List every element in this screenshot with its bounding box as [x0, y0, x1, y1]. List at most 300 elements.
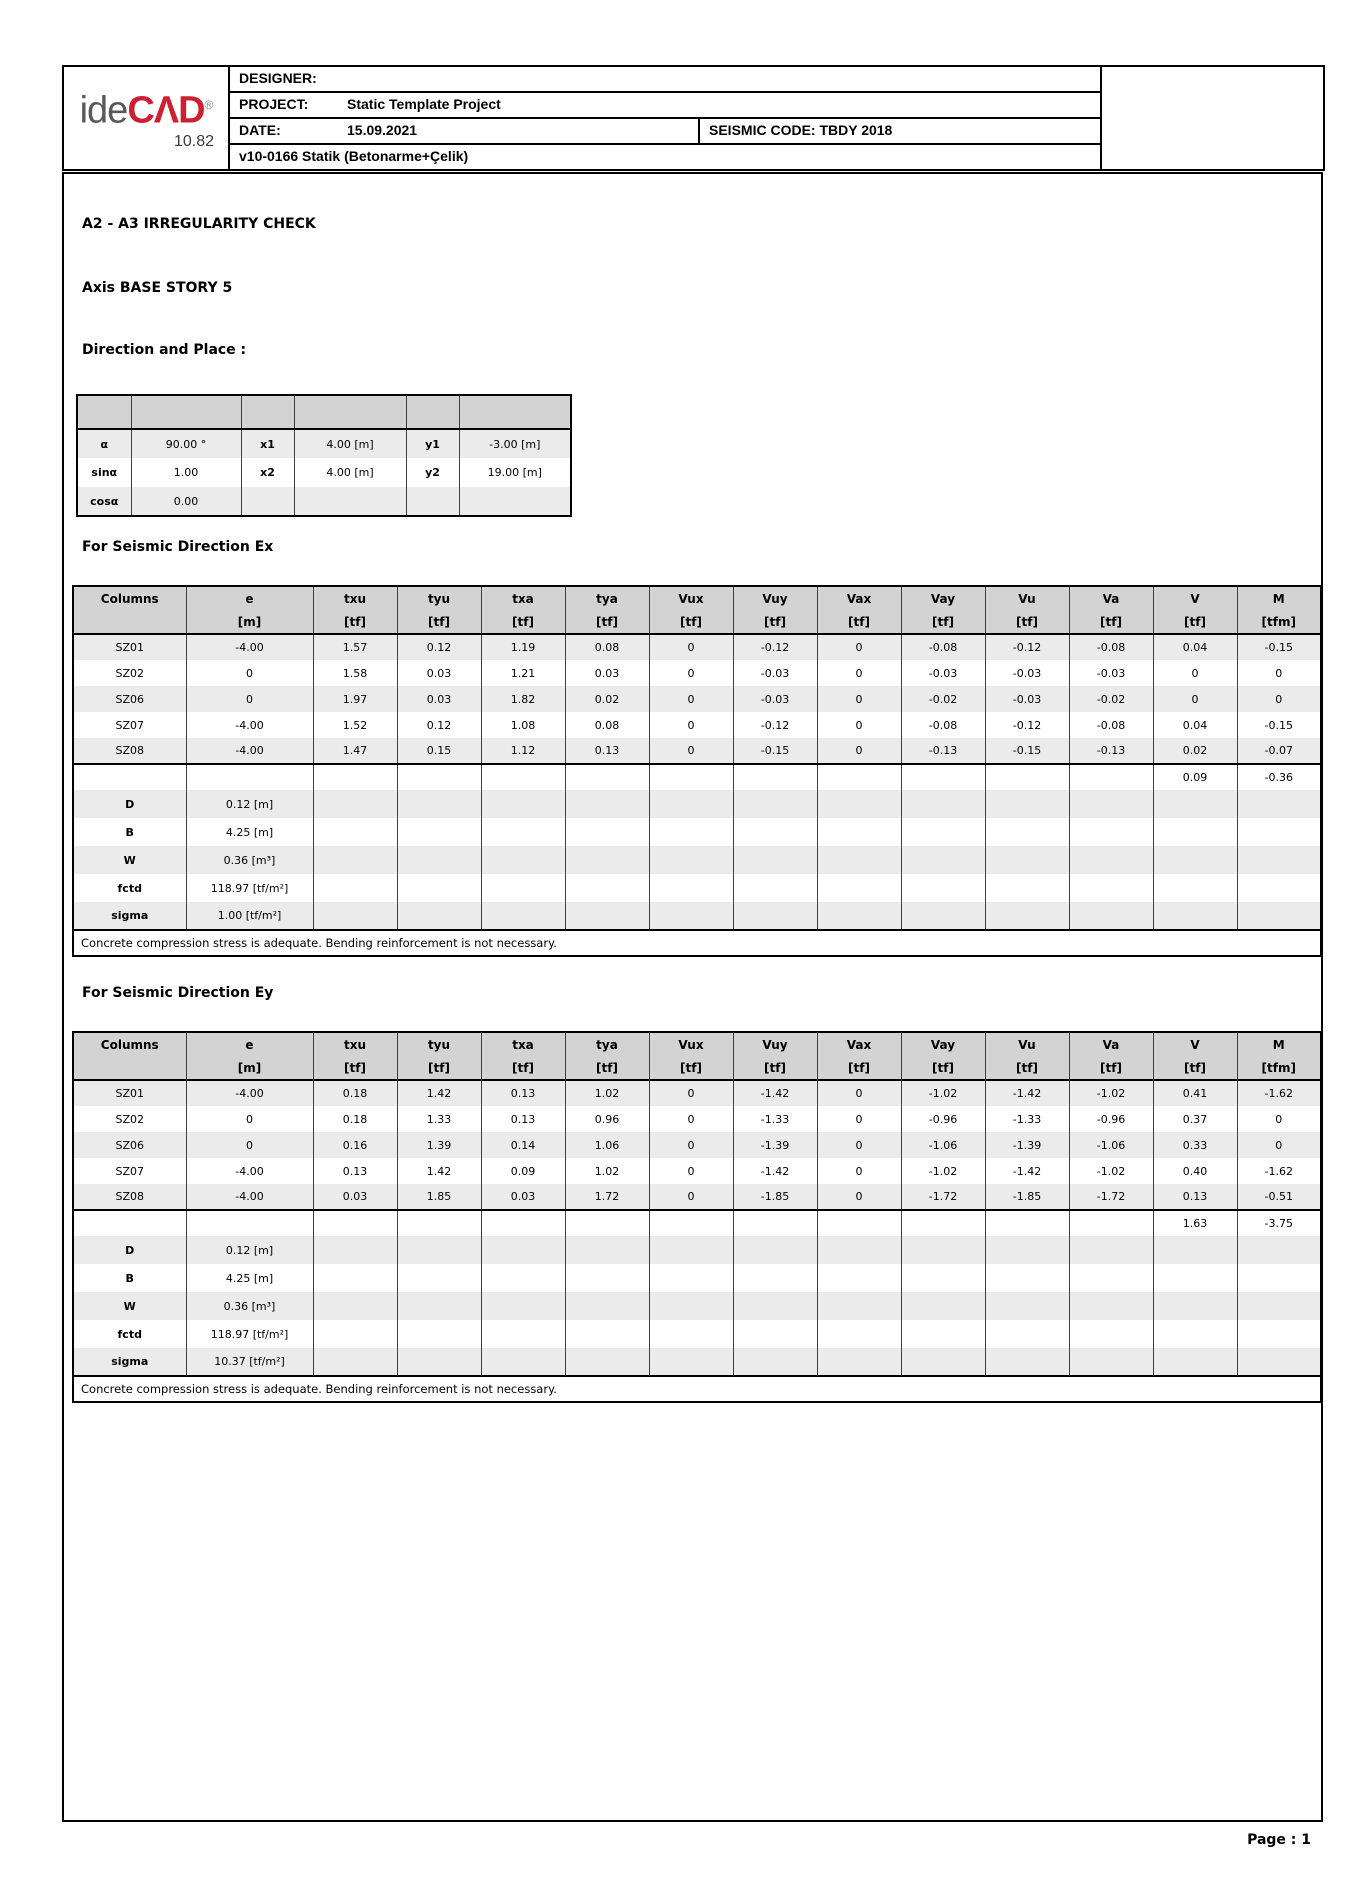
empty-cell: [481, 1292, 565, 1320]
column-id: SZ07: [73, 1158, 186, 1184]
value-cell: 0.96: [565, 1106, 649, 1132]
table-row: [73, 634, 1321, 660]
value-cell: -1.42: [733, 1080, 817, 1106]
empty-cell: [649, 1348, 733, 1376]
value-cell: 0: [649, 712, 733, 738]
value-cell: -1.39: [985, 1132, 1069, 1158]
value-cell: 0.12: [397, 712, 481, 738]
column-id: SZ02: [73, 660, 186, 686]
seismic-code-cell: [699, 118, 1101, 144]
empty-cell: [649, 1320, 733, 1348]
value-cell: 0: [649, 686, 733, 712]
value-cell: -1.06: [901, 1132, 985, 1158]
value-cell: 0.03: [397, 686, 481, 712]
value-cell: -0.15: [985, 738, 1069, 764]
value-cell: 0: [649, 634, 733, 660]
value-cell: -0.96: [901, 1106, 985, 1132]
idecad-logo: [64, 85, 228, 131]
empty-cell: [313, 1292, 397, 1320]
empty-cell: [565, 764, 649, 790]
unit-header: [tfm]: [1237, 610, 1321, 634]
empty-cell: [901, 1348, 985, 1376]
column-id: SZ08: [73, 1184, 186, 1210]
value-cell: 0: [1237, 1132, 1321, 1158]
empty-cell: [397, 1264, 481, 1292]
unit-header: [tf]: [565, 1056, 649, 1080]
empty-cell: [1237, 1320, 1321, 1348]
note-row: [73, 1376, 1321, 1402]
value-cell: -0.07: [1237, 738, 1321, 764]
empty-cell: [817, 1236, 901, 1264]
empty-cell: [733, 1236, 817, 1264]
empty-cell: [649, 1236, 733, 1264]
value-cell: 0: [186, 686, 313, 712]
direction-header-cell: [77, 395, 131, 429]
column-header: e: [186, 586, 313, 610]
empty-cell: [1237, 1292, 1321, 1320]
empty-cell: [1153, 1264, 1237, 1292]
empty-cell: [313, 1236, 397, 1264]
table-row: [73, 738, 1321, 764]
summary-value: 118.97 [tf/m²]: [186, 1320, 313, 1348]
value-cell: 0: [649, 1080, 733, 1106]
empty-cell: [481, 1236, 565, 1264]
value-cell: -1.85: [733, 1184, 817, 1210]
empty-cell: [985, 1236, 1069, 1264]
unit-header: [tf]: [1153, 1056, 1237, 1080]
value-cell: 0.18: [313, 1106, 397, 1132]
empty-cell: [817, 902, 901, 930]
summary-label: B: [73, 818, 186, 846]
sum-m: -3.75: [1237, 1210, 1321, 1236]
empty-cell: [901, 1264, 985, 1292]
sum-v: 0.09: [1153, 764, 1237, 790]
summary-row: [73, 1264, 1321, 1292]
column-header: Va: [1069, 1032, 1153, 1056]
summary-row: [73, 846, 1321, 874]
column-header: txu: [313, 586, 397, 610]
column-header: Vax: [817, 586, 901, 610]
empty-cell: [186, 1210, 313, 1236]
direction-label: y1: [406, 429, 459, 458]
column-header-row: [73, 1032, 1321, 1056]
value-cell: 1.39: [397, 1132, 481, 1158]
date-value: 15.09.2021: [347, 122, 418, 138]
value-cell: -4.00: [186, 1184, 313, 1210]
value-cell: -1.33: [985, 1106, 1069, 1132]
empty-cell: [1069, 1348, 1153, 1376]
value-cell: 0: [817, 1158, 901, 1184]
value-cell: 0.16: [313, 1132, 397, 1158]
value-cell: -4.00: [186, 1158, 313, 1184]
value-cell: -0.13: [1069, 738, 1153, 764]
empty-cell: [733, 846, 817, 874]
value-cell: 1.85: [397, 1184, 481, 1210]
value-cell: 0.14: [481, 1132, 565, 1158]
column-header: Va: [1069, 586, 1153, 610]
empty-cell: [397, 1210, 481, 1236]
summary-label: sigma: [73, 902, 186, 930]
value-cell: 0.13: [565, 738, 649, 764]
empty-cell: [733, 1264, 817, 1292]
value-cell: 1.52: [313, 712, 397, 738]
direction-label: y2: [406, 458, 459, 487]
project-value: Static Template Project: [347, 96, 501, 112]
value-cell: 1.19: [481, 634, 565, 660]
empty-cell: [397, 790, 481, 818]
empty-cell: [901, 790, 985, 818]
empty-cell: [985, 1210, 1069, 1236]
direction-value: [294, 487, 406, 516]
value-cell: 0.09: [481, 1158, 565, 1184]
value-cell: 0: [817, 712, 901, 738]
empty-cell: [985, 1348, 1069, 1376]
empty-cell: [1153, 1348, 1237, 1376]
value-cell: 1.33: [397, 1106, 481, 1132]
unit-header: [tf]: [1153, 610, 1237, 634]
empty-cell: [901, 818, 985, 846]
empty-cell: [313, 818, 397, 846]
empty-cell: [397, 1348, 481, 1376]
value-cell: 0: [649, 1158, 733, 1184]
empty-cell: [313, 790, 397, 818]
direction-row: [77, 487, 571, 516]
direction-header-cell: [294, 395, 406, 429]
empty-cell: [985, 1264, 1069, 1292]
empty-cell: [481, 1348, 565, 1376]
seismic-code-label: SEISMIC CODE: TBDY 2018: [709, 122, 893, 138]
value-cell: 0: [817, 1106, 901, 1132]
empty-cell: [481, 764, 565, 790]
empty-cell: [649, 790, 733, 818]
unit-header: [tf]: [313, 610, 397, 634]
value-cell: 0.04: [1153, 634, 1237, 660]
designer-row: [229, 66, 1101, 92]
empty-cell: [481, 902, 565, 930]
direction-value: 4.00 [m]: [294, 429, 406, 458]
empty-cell: [985, 846, 1069, 874]
value-cell: -4.00: [186, 1080, 313, 1106]
empty-cell: [649, 1210, 733, 1236]
column-header-row: [73, 586, 1321, 610]
empty-cell: [817, 1348, 901, 1376]
direction-row: [77, 429, 571, 458]
empty-cell: [733, 790, 817, 818]
value-cell: 1.02: [565, 1080, 649, 1106]
summary-row: [73, 818, 1321, 846]
value-cell: -0.08: [901, 634, 985, 660]
empty-cell: [313, 1348, 397, 1376]
empty-cell: [73, 764, 186, 790]
empty-cell: [901, 846, 985, 874]
column-header: txa: [481, 1032, 565, 1056]
empty-cell: [985, 1292, 1069, 1320]
direction-place-table: [76, 394, 572, 517]
empty-cell: [313, 874, 397, 902]
empty-cell: [817, 874, 901, 902]
empty-cell: [481, 1264, 565, 1292]
unit-header: [m]: [186, 610, 313, 634]
empty-cell: [649, 1264, 733, 1292]
empty-cell: [649, 1292, 733, 1320]
empty-cell: [565, 1210, 649, 1236]
empty-cell: [1069, 1264, 1153, 1292]
logo-registered-mark: ®: [204, 98, 213, 113]
empty-cell: [397, 1292, 481, 1320]
unit-header: [tf]: [397, 1056, 481, 1080]
direction-value: -3.00 [m]: [459, 429, 571, 458]
value-cell: 0.04: [1153, 712, 1237, 738]
logo-ide-text: ide: [79, 89, 128, 132]
column-header: M: [1237, 586, 1321, 610]
empty-cell: [1237, 1348, 1321, 1376]
column-header: txu: [313, 1032, 397, 1056]
value-cell: 1.08: [481, 712, 565, 738]
empty-cell: [817, 846, 901, 874]
value-cell: 0: [186, 1106, 313, 1132]
summary-value: 0.36 [m³]: [186, 846, 313, 874]
table-row: [73, 1158, 1321, 1184]
empty-cell: [1237, 1264, 1321, 1292]
date-cell: [229, 118, 699, 144]
empty-cell: [1237, 846, 1321, 874]
empty-cell: [1153, 902, 1237, 930]
value-cell: -1.72: [1069, 1184, 1153, 1210]
value-cell: 1.02: [565, 1158, 649, 1184]
value-cell: -0.12: [985, 634, 1069, 660]
empty-cell: [901, 1320, 985, 1348]
note-row: [73, 930, 1321, 956]
value-cell: -0.12: [985, 712, 1069, 738]
direction-label: [241, 487, 294, 516]
column-id: SZ08: [73, 738, 186, 764]
logo-cad-text: CΛD: [127, 89, 205, 132]
empty-cell: [565, 1236, 649, 1264]
direction-label: cosα: [77, 487, 131, 516]
summary-label: W: [73, 1292, 186, 1320]
empty-cell: [481, 846, 565, 874]
empty-cell: [397, 846, 481, 874]
summary-label: D: [73, 790, 186, 818]
empty-cell: [733, 818, 817, 846]
value-cell: -4.00: [186, 634, 313, 660]
value-cell: 1.06: [565, 1132, 649, 1158]
empty-cell: [817, 790, 901, 818]
summary-row: [73, 1320, 1321, 1348]
empty-cell: [1237, 790, 1321, 818]
summary-row: [73, 790, 1321, 818]
value-cell: 0.02: [1153, 738, 1237, 764]
column-header: txa: [481, 586, 565, 610]
direction-place-title: Direction and Place :: [82, 342, 247, 358]
value-cell: -1.02: [1069, 1080, 1153, 1106]
value-cell: 0: [1237, 660, 1321, 686]
value-cell: -0.03: [733, 686, 817, 712]
unit-header: [tf]: [1069, 1056, 1153, 1080]
empty-cell: [901, 902, 985, 930]
empty-cell: [313, 1264, 397, 1292]
empty-cell: [733, 1320, 817, 1348]
empty-cell: [1069, 1210, 1153, 1236]
summary-value: 0.36 [m³]: [186, 1292, 313, 1320]
value-cell: 0.13: [481, 1106, 565, 1132]
summary-row: [73, 902, 1321, 930]
column-header: tyu: [397, 586, 481, 610]
summary-label: fctd: [73, 874, 186, 902]
unit-header: [tf]: [733, 1056, 817, 1080]
direction-header-cell: [459, 395, 571, 429]
column-id: SZ01: [73, 634, 186, 660]
value-cell: 0: [1153, 660, 1237, 686]
empty-cell: [901, 1236, 985, 1264]
value-cell: 0.02: [565, 686, 649, 712]
unit-header: [tf]: [901, 1056, 985, 1080]
column-header: tya: [565, 1032, 649, 1056]
value-cell: 0: [649, 738, 733, 764]
empty-cell: [481, 790, 565, 818]
value-cell: 0.03: [397, 660, 481, 686]
table-row: [73, 660, 1321, 686]
table-row: [73, 1080, 1321, 1106]
table-row: [73, 686, 1321, 712]
summary-row: [73, 874, 1321, 902]
table-row: [73, 1132, 1321, 1158]
empty-cell: [565, 818, 649, 846]
empty-cell: [817, 1292, 901, 1320]
value-cell: 1.97: [313, 686, 397, 712]
value-cell: -0.03: [1069, 660, 1153, 686]
column-header: Vax: [817, 1032, 901, 1056]
column-id: SZ06: [73, 1132, 186, 1158]
empty-cell: [1069, 1236, 1153, 1264]
unit-header: [tf]: [733, 610, 817, 634]
value-cell: -0.03: [901, 660, 985, 686]
value-cell: -1.39: [733, 1132, 817, 1158]
unit-header: [tf]: [397, 610, 481, 634]
project-row: [229, 92, 1101, 118]
value-cell: -1.42: [985, 1080, 1069, 1106]
direction-value: 4.00 [m]: [294, 458, 406, 487]
adequacy-note: Concrete compression stress is adequate. Bending reinforcement is not necessary.: [73, 1376, 1321, 1402]
column-header: V: [1153, 586, 1237, 610]
empty-cell: [817, 1320, 901, 1348]
empty-cell: [1069, 902, 1153, 930]
empty-cell: [985, 764, 1069, 790]
value-cell: -1.85: [985, 1184, 1069, 1210]
direction-header-cell: [131, 395, 241, 429]
value-cell: 0.18: [313, 1080, 397, 1106]
unit-header-row: [73, 1056, 1321, 1080]
sum-m: -0.36: [1237, 764, 1321, 790]
empty-cell: [649, 846, 733, 874]
seismic-ey-table: [72, 1031, 1322, 1403]
value-cell: 1.58: [313, 660, 397, 686]
value-cell: 0: [186, 1132, 313, 1158]
value-cell: 0: [817, 1132, 901, 1158]
value-cell: 1.57: [313, 634, 397, 660]
value-cell: 0.33: [1153, 1132, 1237, 1158]
value-cell: 1.42: [397, 1158, 481, 1184]
empty-cell: [733, 1348, 817, 1376]
empty-cell: [1153, 1320, 1237, 1348]
value-cell: -1.62: [1237, 1080, 1321, 1106]
empty-cell: [817, 1264, 901, 1292]
report-header-table: [62, 65, 1325, 171]
empty-cell: [1237, 902, 1321, 930]
summary-row: [73, 1348, 1321, 1376]
software-version-line: v10-0166 Statik (Betonarme+Çelik): [239, 148, 469, 164]
direction-row: [77, 458, 571, 487]
value-cell: 0.37: [1153, 1106, 1237, 1132]
empty-cell: [565, 874, 649, 902]
value-cell: -0.03: [733, 660, 817, 686]
value-cell: 1.42: [397, 1080, 481, 1106]
empty-cell: [565, 902, 649, 930]
summary-value: 10.37 [tf/m²]: [186, 1348, 313, 1376]
value-cell: 0: [817, 686, 901, 712]
empty-cell: [901, 764, 985, 790]
empty-cell: [649, 874, 733, 902]
value-cell: -0.08: [901, 712, 985, 738]
value-cell: 1.47: [313, 738, 397, 764]
logo-version: 10.82: [173, 132, 214, 150]
column-id: SZ06: [73, 686, 186, 712]
direction-value: 90.00 °: [131, 429, 241, 458]
value-cell: -1.62: [1237, 1158, 1321, 1184]
value-cell: 0: [649, 1184, 733, 1210]
value-cell: 0.13: [1153, 1184, 1237, 1210]
seismic-ey-title: For Seismic Direction Ey: [82, 985, 274, 1001]
column-header: Vu: [985, 586, 1069, 610]
unit-header: [tf]: [901, 610, 985, 634]
empty-cell: [985, 790, 1069, 818]
value-cell: 1.12: [481, 738, 565, 764]
value-cell: 1.82: [481, 686, 565, 712]
axis-title: Axis BASE STORY 5: [82, 280, 233, 296]
sum-row: [73, 1210, 1321, 1236]
summary-row: [73, 1292, 1321, 1320]
summary-value: 0.12 [m]: [186, 1236, 313, 1264]
empty-cell: [1069, 1320, 1153, 1348]
empty-cell: [313, 1320, 397, 1348]
value-cell: -0.12: [733, 634, 817, 660]
value-cell: 0: [817, 634, 901, 660]
empty-cell: [1237, 818, 1321, 846]
project-label: PROJECT:: [239, 96, 309, 112]
empty-cell: [313, 902, 397, 930]
value-cell: -4.00: [186, 738, 313, 764]
unit-header: [tf]: [565, 610, 649, 634]
direction-label: x2: [241, 458, 294, 487]
value-cell: 0.08: [565, 712, 649, 738]
value-cell: 0.08: [565, 634, 649, 660]
summary-value: 4.25 [m]: [186, 818, 313, 846]
column-header: tya: [565, 586, 649, 610]
value-cell: 0.15: [397, 738, 481, 764]
column-header: Vay: [901, 1032, 985, 1056]
value-cell: -1.02: [901, 1158, 985, 1184]
value-cell: -1.33: [733, 1106, 817, 1132]
value-cell: 0.40: [1153, 1158, 1237, 1184]
table-row: [73, 712, 1321, 738]
summary-label: fctd: [73, 1320, 186, 1348]
value-cell: -0.12: [733, 712, 817, 738]
empty-cell: [985, 874, 1069, 902]
empty-cell: [901, 1210, 985, 1236]
value-cell: 0.12: [397, 634, 481, 660]
empty-cell: [1153, 790, 1237, 818]
value-cell: -1.02: [901, 1080, 985, 1106]
